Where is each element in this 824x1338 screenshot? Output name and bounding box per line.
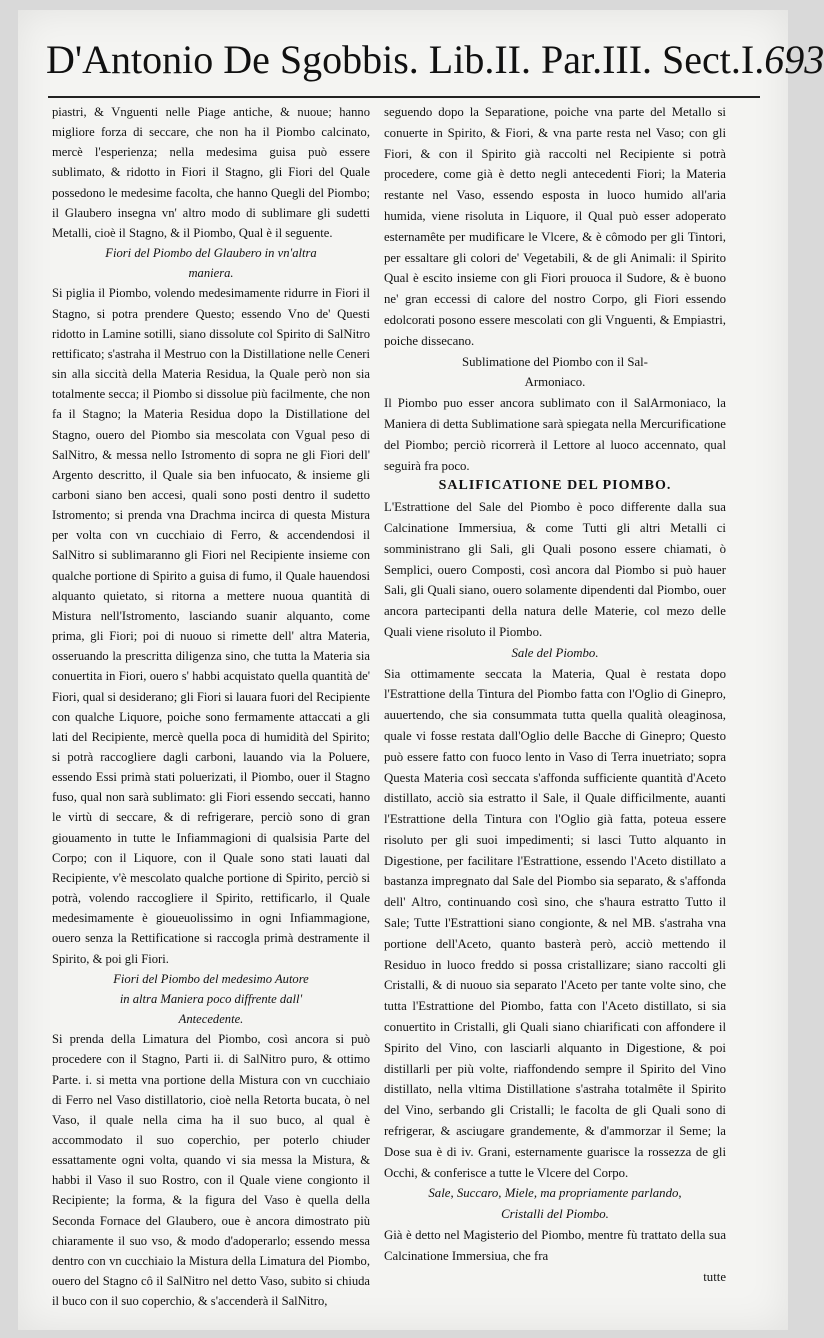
paragraph: Sia ottimamente seccata la Materia, Qual è restata dopo l'Estrattione della Tintura del Piombo fatta con l'Oglio di Ginepro, auuertendo, che sia consummata tutta quella qualità oleaginosa, quale vi fosse restata dall'Oglio delle Bacche di Ginepro; Questo può essere fatto con fuoco lento in Vaso di Terra inuetriato; sopra Questa Materia così seccata s'affonda sufficiente quantità d'Aceto distillato, acciò sia estratto il Sale, il Quale difficilmente, auanti l'Estrattione della Tintura con l'Oglio già fatta, poteua essere risoluto per gli suoi impedimenti; si lasci Tutto alquanto in Digestione, per facilitare l'Estrattione, essendo l'Aceto distillato a bastanza impregnato dal Sale del Piombo sia separato, & s'affonda dell' Altro, continuando così sino, che s'haura estratto Tutto il Sale; Tutte l'Estrattioni siano congionte, & nel MB. s'astraha vna portione dell'Aceto, quanto basterà però, acciò mettendo il Residuo in luoco freddo si possa cristallizare; siano raccolti gli Cristalli, & di nuouo sia separato l'Aceto per tante volte sino, che tutta l'Estrattione del Piombo, fatta con l'Aceto distillato, si sia conuertito in Cristalli, gli Quali siano chiarificati con affondere il Spirito del Vino, con lasciarli alquanto in Digestione, & poi distillarli per più volte, riaffondendo sempre il Spirito del Vino distillato, nella vltima Distillatione s'astraha totalmête il Spirito del Vino, serbando gli Cristalli; le facolta de gli Quali sono di refrigerar, & asciugare grandemente, & d'ammorzar il Seme; la Dose sua è di iv. Grani, esternamente guarisce la rossezza de gli Occhi, & conferisce a tutte le Vlcere del Corpo. [384,666,726,1180]
page-number: 693 [764,37,824,82]
subheading: Fiori del Piombo del Glaubero in vn'altra [105,246,317,261]
paragraph: Il Piombo puo esser ancora sublimato con il SalArmoniaco, la Maniera di detta Sublimatione sarà spiegata nella Mercurificatione del Piombo; perciò ricorrerà il Lettore al luoco accennato, qual seguirà fra poco. [384,396,726,473]
page-header [46,28,824,92]
section-heading: SALIFICATIONE DEL PIOMBO. [438,478,672,494]
paragraph: L'Estrattione del Sale del Piombo è poco differente dalla sua Calcinatione Immersiua, & come Tutti gli altri Metalli ci somministrano gli Sali, gli Quali posono essere chiamati, ò Semplici, ouero Composti, così ancora dal Piombo si può hauer Sali, gli Quali siano, ouero solamente dipendenti dal Piombo, ouer ancora partecipanti della natura delle Materie, col mezo delle Quali viene risoluto il Piombo. [384,500,726,639]
subheading: Armoniaco. [524,375,586,390]
subheading: Cristalli del Piombo. [501,1207,609,1222]
catchword: tutte [703,1269,726,1284]
subheading: Sublimatione del Piombo con il Sal- [462,354,648,369]
paragraph: seguendo dopo la Separatione, poiche vna parte del Metallo si conuerte in Spirito, & Fiori, & vna parte resta nel Vaso; con gli Fiori, & con il Spirito già raccolti nel Recipiente si potrà procedere, come già è detto negli antecedenti Fiori; la Materia restante nel Vaso, essendo esposta in luoco humido all'aria humida, viene risoluta in Liquore, il Qual può esser adoperato esternamête per mudificare le Vlcere, & è cômodo per gli Tintori, per essaltare gli colori de' Vegetabili, & de gli Animali: il Spirito Qual è escito insieme con gli Fiori prouoca il Sudore, & è buono ne' gran eccessi di calore del nostro Corpo, gli Fiori essendo edolcorati posono essere mescolati con gli Vnguenti, & Empiastri, poiche dissecano. [384,105,726,348]
subheading: Fiori del Piombo del medesimo Autore [113,971,309,986]
paragraph: piastri, & Vnguenti nelle Piage antiche, & nuoue; hanno migliore forza di seccare, che non ha il Piombo calcinato, mercè l'esperienza; nella medesima guisa può essere sublimato, & ridotto in Fiori il Stagno, gli Fiori del Quale possedono le medesime facolta, che hanno Quegli del Piombo; il Glaubero insegna vn' altro modo di sublimare gli sudetti Metalli, cioè il Stagno, & il Piombo, Qual è il seguente. [52,105,370,240]
running-title: D'Antonio De Sgobbis. Lib.II. Par.III. Sect.I. [46,37,765,82]
paragraph: Si piglia il Piombo, volendo medesimamente ridurre in Fiori il Stagno, si potra prendere Questo; essendo Vno de' Questi ridotto in Lamine sotilli, siano dissolute col Spirito di SalNitro rettificato; s'astraha il Mestruo con la Distillatione nelle Ceneri sin alla siccità della Materia Residua, la Quale però non sia totalmente secca; il Piombo si dissolue più facilmente, che non fa il Stagno; la Materia Residua dopo la Distillatione del Stagno, ouero del Piombo sia mescolata con Vgual peso di SalNitro, & messa nello Istromento di sopra ne gli Fiori dell' Argento descritto, il Quale sia ben infuocato, & insieme gli carboni siano ben accesi, quali sono posti dentro il sudetto Istromento; si prenda vna Drachma incirca di questa Mistura per volta con vn cucchiaio di Ferro, & accendendosi il SalNitro si sublimaranno gli Fiori nel Recipiente insieme con qualche portione di Spirito a guisa di fumo, il Quale hauendosi alquanto quietato, si ritorna a mettere nuoua quantità di Mistura nell'Istromento, lasciando suanir alquanto, come prima, gli Fiori; poi di nuouo si rimette dell' altra Materia, osseruando la prescritta diligenza sino, che tutta la Materia sia conuertita in Fiori, ouero s' habbi acquistato quella quantità de' Fiori, qual si desiderano; gli Fiori si lauara fuori del Recipiente con qualche Liquore, poiche sono fermamente attaccati a gli lati del Recipiente, mercè quella poca di humidità del Spirito; si potrà raccogliere dagli carboni, lauando via la Poluere, essendo Essi primà stati poluerizati, il Piombo, ouer il Stagno fuso, qual non sarà sublimato: gli Fiori essendo seccati, hanno le virtù di seccare, & di refrigerare, perciò sono di gran giouamento in tutte le Infiammagioni di qualsisia Parte del Corpo; con il Liquore, con il Quale sono stati lauati dal Recipiente, v'è mescolato qualche portione di Spirito, perciò si potrà, volendo raccogliere il Spirito, rettificarlo, il Quale medesimamente è gioueuolissimo in ogni Infiammagione, ouero senza la Rettificatione si raccogla primà destramente il Spirito, & poi gli Fiori. [52,286,370,966]
subheading: Sale, Succaro, Miele, ma propriamente parlando, [428,1186,682,1201]
paragraph: Si prenda della Limatura del Piombo, così ancora si può procedere con il Stagno, Parti ii. di SalNitro puro, & ottimo Parte. i. si metta vna portione della Mistura con vn cucchiaio di Ferro nel Vaso distillatorio, cioè nella Retorta bucata, ò nel Vaso, il quale nella cima ha il suo buco, al qual è accommodato il suo coperchio, per poterlo chiuder essattamente ogni volta, quando vi sia messa la Mistura, & habbi il Vaso il suo Rostro, con il Quale viene congionto il Recipiente; la forma, & la figura del Vaso è quella della Seconda Fornace del Glaubero, oue è ancora dimostrato più chiaramente il suo vso, & modo d'adoperarlo; essendo messa dentro con vn cucchiaio la Mistura della Limatura del Piombo, ouero del Stagno cô il SalNitro nel detto Vaso, subito si chiuda il buco con il suo coperchio, & s'accenderà il SalNitro, [52,1032,370,1309]
paragraph: Già è detto nel Magisterio del Piombo, mentre fù trattato della sua Calcinatione Immersiua, che fra [384,1228,726,1263]
right-column [384,102,726,1287]
subheading: Sale del Piombo. [511,645,599,660]
left-column [52,102,370,1311]
book-page [18,10,824,1330]
subheading: in altra Maniera poco diffrente dall' [119,991,303,1006]
header-rule [48,96,760,98]
subheading: maniera. [188,266,234,281]
subheading: Antecedente. [178,1012,244,1027]
